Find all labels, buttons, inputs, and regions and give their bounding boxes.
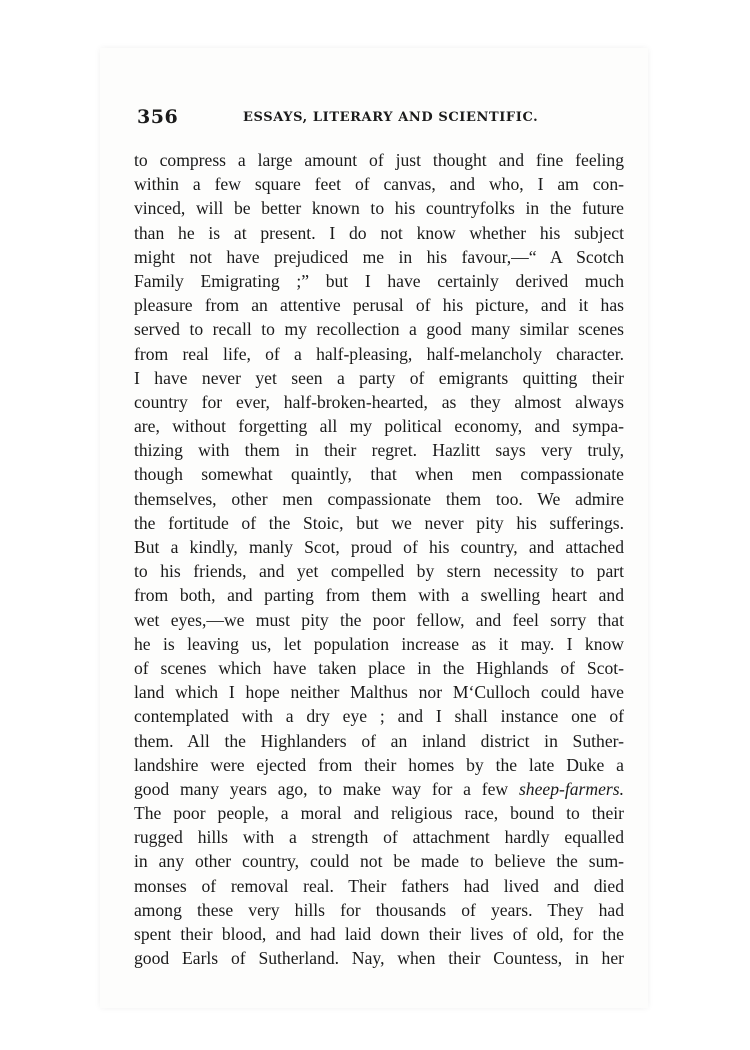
text-line: themselves, other men compassionate them too. We admire xyxy=(134,488,624,509)
text-line: to his friends, and yet compelled by stern necessity to part xyxy=(134,561,624,582)
text-line: land which I hope neither Malthus nor M‘Culloch could have xyxy=(134,682,624,703)
text-line: within a few square feet of canvas, and who, I am con- xyxy=(134,174,624,195)
running-head: ESSAYS, LITERARY AND SCIENTIFIC. xyxy=(243,110,539,125)
text-line-with-italic xyxy=(134,777,624,801)
text-line: country for ever, half-broken-hearted, as they almost always xyxy=(134,391,624,412)
text-line: rugged hills with a strength of attachment hardly equalled xyxy=(134,827,624,848)
text-line: he is leaving us, let population increase as it may. I know xyxy=(134,633,624,654)
text-line: vinced, will be better known to his countryfolks in the future xyxy=(134,198,624,219)
text-line: served to recall to my recollection a good many similar scenes xyxy=(134,319,624,340)
page-number: 356 xyxy=(137,106,179,128)
page-header xyxy=(137,106,617,134)
text-line: than he is at present. I do not know whether his subject xyxy=(134,222,624,243)
text-line: though somewhat quaintly, that when men compassionate xyxy=(134,464,624,485)
body-text xyxy=(134,148,624,970)
text-line: from real life, of a half-pleasing, half-melancholy character. xyxy=(134,343,624,364)
text-line: thizing with them in their regret. Hazlitt says very truly, xyxy=(134,440,624,461)
text-line: among these very hills for thousands of years. They had xyxy=(134,899,624,920)
text-line: might not have prejudiced me in his favour,—“ A Scotch xyxy=(134,246,624,267)
text-segment: good many years ago, to make way for a few xyxy=(134,778,509,799)
text-line: in any other country, could not be made to believe the sum- xyxy=(134,851,624,872)
text-line: spent their blood, and had laid down their lives of old, for the xyxy=(134,924,624,944)
text-line: are, without forgetting all my political economy, and sympa- xyxy=(134,416,624,437)
text-line: the fortitude of the Stoic, but we never pity his sufferings. xyxy=(134,512,624,533)
text-line: landshire were ejected from their homes by the late Duke a xyxy=(134,754,624,775)
text-line: wet eyes,—we must pity the poor fellow, and feel sorry that xyxy=(134,609,624,630)
text-line: contemplated with a dry eye ; and I shall instance one of xyxy=(134,706,624,727)
text-line: good Earls of Sutherland. Nay, when their Countess, in her xyxy=(134,948,624,969)
text-line: The poor people, a moral and religious race, bound to their xyxy=(134,803,624,824)
text-line: to compress a large amount of just thought and fine feeling xyxy=(134,150,624,170)
text-line: them. All the Highlanders of an inland district in Suther- xyxy=(134,730,624,751)
text-line: pleasure from an attentive perusal of his picture, and it has xyxy=(134,295,624,316)
text-line: monses of removal real. Their fathers had lived and died xyxy=(134,875,624,896)
text-line: of scenes which have taken place in the Highlands of Scot- xyxy=(134,657,624,678)
text-line: Family Emigrating ;” but I have certainly derived much xyxy=(134,270,624,291)
text-line: from both, and parting from them with a swelling heart and xyxy=(134,585,624,606)
text-line: But a kindly, manly Scot, proud of his country, and attached xyxy=(134,537,624,557)
text-line: I have never yet seen a party of emigrants quitting their xyxy=(134,367,624,388)
italic-phrase: sheep-farmers. xyxy=(518,778,624,799)
